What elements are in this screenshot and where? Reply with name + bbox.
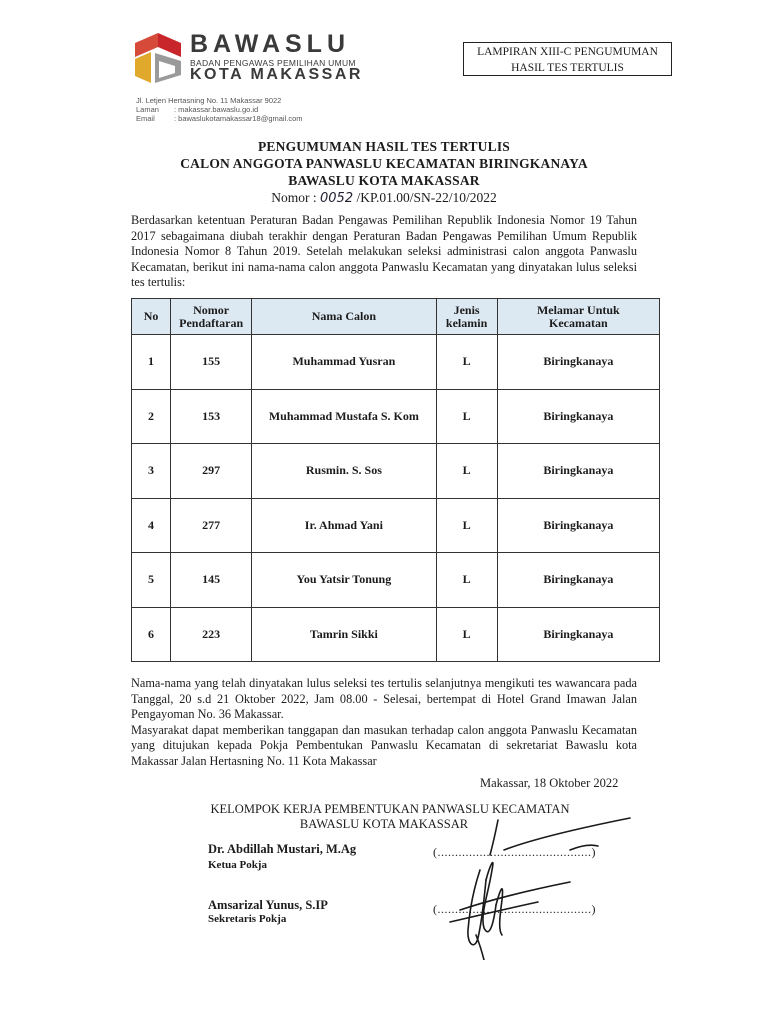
cell-nomor: 155: [171, 335, 252, 390]
cell-kecamatan: Biringkanaya: [497, 607, 659, 662]
committee-line-2: BAWASLU KOTA MAKASSAR: [299, 817, 469, 831]
cell-kecamatan: Biringkanaya: [497, 498, 659, 553]
document-number: Nomor : 0052 /KP.01.00/SN-22/10/2022: [271, 190, 497, 206]
place-date: Makassar, 18 Oktober 2022: [480, 776, 619, 790]
cell-nama: Muhammad Yusran: [252, 335, 436, 390]
org-name: BAWASLU: [190, 30, 350, 58]
cell-no: 2: [132, 389, 171, 444]
committee-line-1: KELOMPOK KERJA PEMBENTUKAN PANWASLU KECAMATAN: [210, 802, 570, 816]
cell-no: 4: [132, 498, 171, 553]
cell-kecamatan: Biringkanaya: [497, 553, 659, 608]
cell-nomor: 145: [171, 553, 252, 608]
title-line-2: CALON ANGGOTA PANWASLU KECAMATAN BIRINGKANAYA: [180, 156, 588, 171]
org-city: KOTA MAKASSAR: [190, 66, 363, 83]
signatory-1-role: Ketua Pokja: [208, 859, 267, 871]
table-row: [132, 444, 660, 499]
header-melamar-untuk: Melamar Untuk Kecamatan: [497, 299, 659, 335]
cell-nama: Ir. Ahmad Yani: [252, 498, 436, 553]
cell-nomor: 153: [171, 389, 252, 444]
cell-nomor: 277: [171, 498, 252, 553]
cell-jk: L: [436, 389, 497, 444]
signatory-1-line: (............................................): [433, 845, 596, 859]
feedback-paragraph: Masyarakat dapat memberikan tanggapan dan masukan terhadap calon anggota Panwaslu Kecamatan yang ditujukan kepada Pokja Pembentukan Panwaslu Kecamatan di sekretariat Bawaslu kota Makassar Jalan Hertasning No. 11 Kota Makassar: [131, 722, 637, 768]
cell-nama: Muhammad Mustafa S. Kom: [252, 389, 436, 444]
org-subtitle: BADAN PENGAWAS PEMILIHAN UMUM: [190, 58, 356, 68]
cell-kecamatan: Biringkanaya: [497, 389, 659, 444]
cell-kecamatan: Biringkanaya: [497, 444, 659, 499]
contact-website: Laman : makassar.bawaslu.go.id: [136, 105, 259, 114]
contact-address: Jl. Letjen Hertasning No. 11 Makassar 9022: [136, 96, 282, 105]
interview-paragraph: Nama-nama yang telah dinyatakan lulus seleksi tes tertulis selanjutnya mengikuti tes wawancara pada Tanggal, 20 s.d 21 Oktober 2022, Jam 08.00 - Selesai, bertempat di Hotel Grand Imawan Jalan Pengayoman No. 36 Makassar.: [131, 676, 637, 721]
table-row: [132, 607, 660, 662]
title-line-1: PENGUMUMAN HASIL TES TERTULIS: [257, 139, 510, 154]
attachment-label-box: [463, 42, 672, 76]
closing-paragraphs: [131, 676, 637, 769]
cell-no: 3: [132, 444, 171, 499]
table-row: [132, 335, 660, 390]
signatory-1-name: Dr. Abdillah Mustari, M.Ag: [208, 842, 357, 856]
attachment-label-line1: LAMPIRAN XIII-C PENGUMUMAN: [477, 46, 658, 58]
header-jenis-kelamin: Jenis kelamin: [436, 299, 497, 335]
cell-jk: L: [436, 607, 497, 662]
cell-jk: L: [436, 335, 497, 390]
cell-jk: L: [436, 444, 497, 499]
table-row: [132, 553, 660, 608]
table-header-row: [132, 299, 660, 335]
header-nomor-pendaftaran: Nomor Pendaftaran: [171, 299, 252, 335]
committee-heading: [0, 802, 768, 832]
signatory-2-line: (............................................): [433, 902, 596, 916]
cell-nama: Rusmin. S. Sos: [252, 444, 436, 499]
cell-nomor: 223: [171, 607, 252, 662]
table-row: [132, 498, 660, 553]
signatory-2-role: Sekretaris Pokja: [208, 913, 287, 925]
signatory-2-name: Amsarizal Yunus, S.IP: [208, 898, 328, 912]
header-nama-calon: Nama Calon: [252, 299, 436, 335]
contact-info: [136, 96, 303, 123]
results-table: [131, 298, 660, 662]
handwritten-signature: [420, 810, 650, 960]
cell-nomor: 297: [171, 444, 252, 499]
cell-no: 1: [132, 335, 171, 390]
cell-jk: L: [436, 553, 497, 608]
document-title: [0, 138, 768, 207]
header-no: No: [132, 299, 171, 335]
intro-paragraph: Berdasarkan ketentuan Peraturan Badan Pengawas Pemilihan Republik Indonesia Nomor 19 Tahun 2017 sebagaimana diubah terakhir dengan Peraturan Badan Pengawas Pemilihan Umum Republik Indonesia Nomor 8 Tahun 2019. Setelah melakukan seleksi administrasi calon anggota Panwaslu Kecamatan, berikut ini nama-nama calon anggota Panwaslu Kecamatan yang dinyatakan lulus seleksi tes tertulis:: [131, 213, 637, 289]
cell-nama: You Yatsir Tonung: [252, 553, 436, 608]
cell-no: 5: [132, 553, 171, 608]
cell-nama: Tamrin Sikki: [252, 607, 436, 662]
title-line-3: BAWASLU KOTA MAKASSAR: [288, 173, 480, 188]
bawaslu-logo: [131, 31, 185, 85]
contact-email: Email : bawaslukotamakassar18@gmail.com: [136, 114, 303, 123]
attachment-label-line2: HASIL TES TERTULIS: [511, 62, 624, 74]
handwritten-number: 0052: [320, 191, 354, 206]
cell-jk: L: [436, 498, 497, 553]
cell-no: 6: [132, 607, 171, 662]
table-row: [132, 389, 660, 444]
cell-kecamatan: Biringkanaya: [497, 335, 659, 390]
